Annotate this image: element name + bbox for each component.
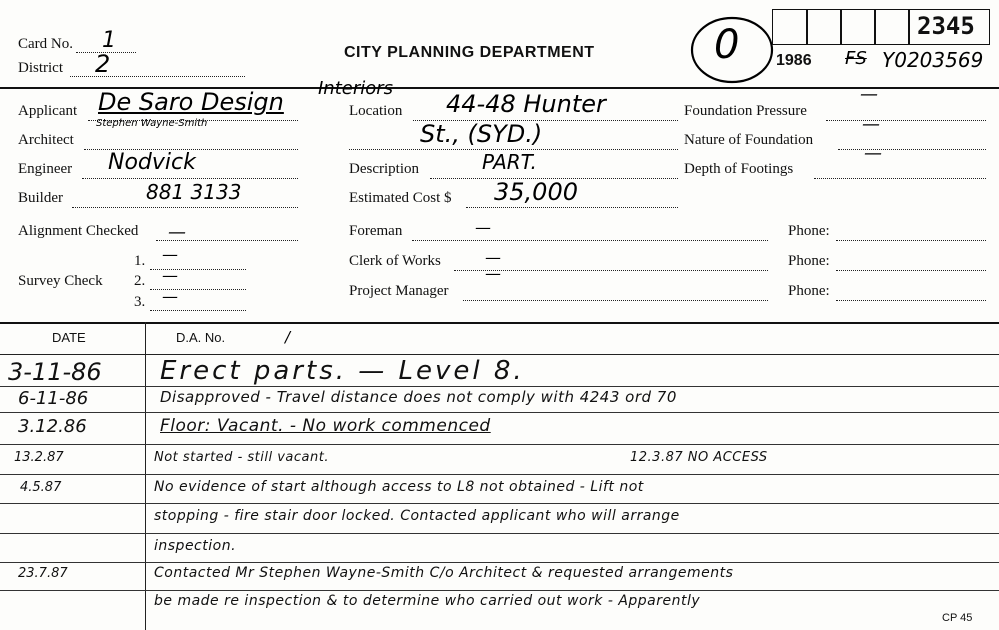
foundation-pressure-line [826,120,986,121]
row-date: 13.2.87 [14,450,64,465]
row-rule [0,412,999,413]
number-box-4 [874,9,910,45]
row-text: Not started - still vacant. [154,450,329,465]
applicant-value: De Saro Design [98,88,284,116]
year: 1986 [776,52,812,69]
row-rule [0,474,999,475]
card-no-value: 1 [102,28,116,53]
depth-footings-value: — [864,143,882,164]
number-box-1 [772,9,808,45]
survey-1-label: 1. [134,253,146,269]
row-date: 4.5.87 [20,480,62,495]
project-manager-value: — [485,264,501,283]
card-no-label: Card No. [18,36,73,52]
row-rule [0,533,999,534]
foreman-phone-line [836,240,986,241]
foreman-value: — [475,218,491,237]
clerk-phone-label: Phone: [788,253,830,269]
number-box-value: 2345 [917,12,975,40]
reference-number: Y0203569 [882,48,984,72]
side-note: 12.3.87 NO ACCESS [630,450,768,465]
circled-number-value: 0 [714,22,740,68]
row-rule [0,503,999,504]
form-code: CP 45 [942,612,973,624]
district-label: District [18,60,63,76]
description-label: Description [349,161,419,177]
foreman-line [412,240,768,241]
row-text: No evidence of start although access to L8 not obtained - Lift not [154,479,644,495]
alignment-value: — [168,222,186,243]
location-label: Location [349,103,403,119]
row-text: Disapproved - Travel distance does not comply with 4243 ord 70 [160,388,677,406]
survey-3-value: — [162,287,178,306]
foundation-pressure-label: Foundation Pressure [684,103,807,119]
survey-3-label: 3. [134,294,146,310]
foreman-label: Foreman [349,223,403,239]
nature-foundation-label: Nature of Foundation [684,132,814,148]
row-rule [0,562,999,563]
row-text: Contacted Mr Stephen Wayne-Smith C/o Architect & requested arrangements [154,565,734,581]
survey-3-line [150,310,246,311]
architect-label: Architect [18,132,74,148]
row-date: 23.7.87 [18,566,68,581]
project-manager-label: Project Manager [349,283,449,299]
row-text: Erect parts. — Level 8. [160,356,525,386]
clerk-phone-line [836,270,986,271]
project-manager-line [463,300,768,301]
location-value-2: St., (SYD.) [420,120,543,148]
row-text: stopping - fire stair door locked. Contacted applicant who will arrange [154,508,680,524]
depth-footings-label: Depth of Footings [684,161,794,177]
number-box-3 [840,9,876,45]
builder-line [72,207,298,208]
clerk-value: — [485,248,501,267]
date-column-divider [145,322,146,630]
department-title: CITY PLANNING DEPARTMENT [344,44,595,61]
foreman-phone-label: Phone: [788,223,830,239]
row-date: 6-11-86 [18,388,89,409]
row-rule [0,386,999,387]
table-top-rule [0,322,999,324]
pm-phone-line [836,300,986,301]
clerk-label: Clerk of Works [349,253,441,269]
engineer-line [82,178,298,179]
survey-1-value: — [162,245,178,264]
table-header-rule [0,354,999,355]
cost-label: Estimated Cost $ [349,190,452,206]
location-value: 44-48 Hunter [446,90,606,118]
engineer-value: Nodvick [108,150,196,175]
survey-2-label: 2. [134,273,146,289]
engineer-label: Engineer [18,161,73,177]
nature-foundation-line [838,149,986,150]
da-value: / [285,328,291,346]
applicant-extra: Interiors [318,78,394,99]
row-date: 3-11-86 [8,358,102,386]
applicant-label: Applicant [18,103,78,119]
row-text: inspection. [154,538,237,554]
da-header: D.A. No. [176,330,226,345]
row-date: 3.12.86 [18,416,87,437]
cost-line [466,207,678,208]
struck-text: FS [845,48,867,69]
number-box-2 [806,9,842,45]
description-value: PART. [482,150,537,174]
survey-label: Survey Check [18,273,103,289]
row-rule [0,590,999,591]
cost-value: 35,000 [494,178,578,206]
alignment-label: Alignment Checked [18,223,139,239]
row-text: Floor: Vacant. - No work commenced [160,416,491,436]
pm-phone-label: Phone: [788,283,830,299]
foundation-pressure-value: — [860,84,878,105]
nature-foundation-value: — [862,114,880,135]
row-text: be made re inspection & to determine who carried out work - Apparently [154,593,701,609]
builder-value: 881 3133 [146,180,242,204]
date-header: DATE [52,330,86,345]
district-value: 2 [95,50,111,78]
architect-value: Stephen Wayne-Smith [96,118,208,129]
depth-footings-line [814,178,986,179]
clerk-line [454,270,768,271]
row-rule [0,444,999,445]
builder-label: Builder [18,190,63,206]
survey-2-value: — [162,266,178,285]
